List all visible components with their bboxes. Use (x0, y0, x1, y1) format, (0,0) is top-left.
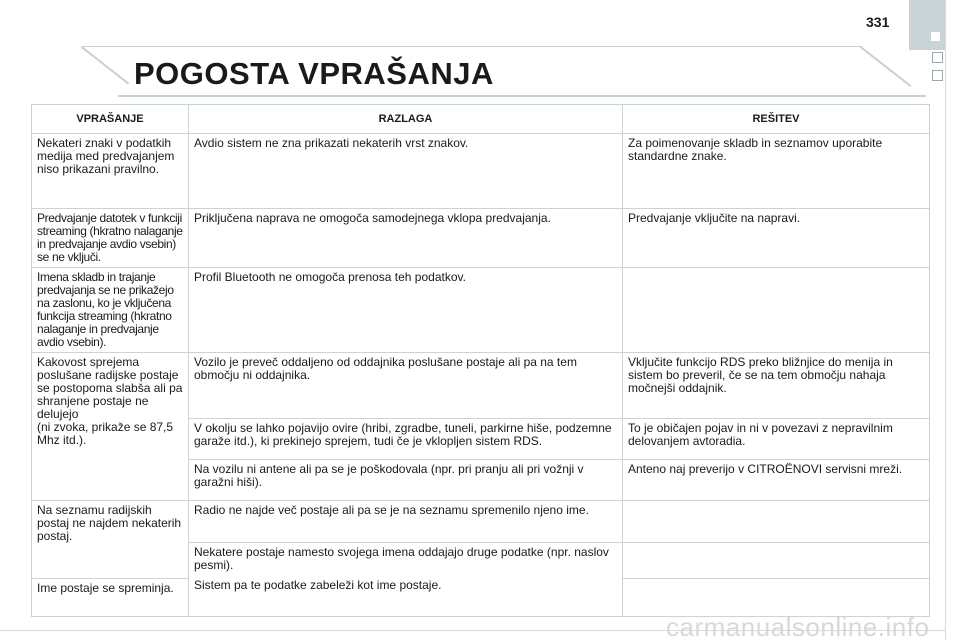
explanation-cell: Profil Bluetooth ne omogoča prenosa teh podatkov. (189, 268, 623, 353)
page-number: 331 (866, 14, 890, 30)
explanation-cell: V okolju se lahko pojavijo ovire (hribi, zgradbe, tuneli, parkirne hiše, podzemne garaže itd.), ki prekinejo sprejem, tudi če je vklopljen sistem RDS. (189, 419, 623, 460)
table-header-row (32, 105, 930, 134)
title-frame-slant-right (860, 46, 912, 87)
question-cell: Kakovost sprejema poslušane radijske postaje se postopoma slabša ali pa shranjene postaje ne delujejo (ni zvoka, prikaže se 87,5 Mhz itd.). (32, 353, 189, 501)
solution-cell (623, 268, 930, 353)
title-frame-top (82, 46, 862, 47)
solution-cell: Za poimenovanje skladb in seznamov uporabite standardne znake. (623, 134, 930, 209)
title-frame-bottom (118, 95, 926, 97)
question-cell: Nekateri znaki v podatkih medija med predvajanjem niso prikazani pravilno. (32, 134, 189, 209)
solution-cell: To je običajen pojav in ni v povezavi z nepravilnim delovanjem avtoradia. (623, 419, 930, 460)
table-row (32, 579, 930, 617)
table-row (32, 209, 930, 268)
table-row (32, 353, 930, 419)
chapter-tab-box-2 (932, 70, 943, 81)
explanation-cell: Radio ne najde več postaje ali pa se je na seznamu spremenilo njeno ime. (189, 501, 623, 543)
explanation-cell: Na vozilu ni antene ali pa se je poškodovala (npr. pri pranju ali pri vožnji v garažni hiši). (189, 460, 623, 501)
solution-cell: Anteno naj preverijo v CITROËNOVI servisni mreži. (623, 460, 930, 501)
page-edge-strip (945, 0, 960, 640)
chapter-tab-box-1 (932, 52, 943, 63)
explanation-cell: Avdio sistem ne zna prikazati nekaterih vrst znakov. (189, 134, 623, 209)
solution-cell: Predvajanje vključite na napravi. (623, 209, 930, 268)
table-row (32, 268, 930, 353)
chapter-tab (909, 0, 945, 50)
question-cell: Imena skladb in trajanje predvajanja se ne prikažejo na zaslonu, ko je vključena funkcija streaming (hkratno nalaganje in predvajanje avdio vsebin). (32, 268, 189, 353)
explanation-cell: Vozilo je preveč oddaljeno od oddajnika poslušane postaje ali pa na tem območju ni oddajnika. (189, 353, 623, 419)
solution-cell (623, 579, 930, 617)
question-cell: Predvajanje datotek v funkciji streaming (hkratno nalaganje in predvajanje avdio vsebin) se ne vključi. (32, 209, 189, 268)
header-solution: REŠITEV (623, 105, 930, 134)
explanation-cell: Nekatere postaje namesto svojega imena oddajajo druge podatke (npr. naslov pesmi). (189, 543, 623, 579)
table-row (32, 501, 930, 543)
header-question: VPRAŠANJE (32, 105, 189, 134)
explanation-cell: Priključena naprava ne omogoča samodejnega vklopa predvajanja. (189, 209, 623, 268)
title-frame-slant-left (81, 46, 130, 85)
table-row (32, 134, 930, 209)
solution-cell (623, 543, 930, 579)
question-cell: Ime postaje se spreminja. (32, 579, 189, 617)
header-explanation: RAZLAGA (189, 105, 623, 134)
watermark: carmanualsonline.info (666, 612, 930, 642)
faq-table (31, 104, 930, 617)
question-cell: Na seznamu radijskih postaj ne najdem nekaterih postaj. (32, 501, 189, 579)
chapter-tab-square (931, 32, 940, 41)
solution-cell (623, 501, 930, 543)
explanation-cell: Sistem pa te podatke zabeleži kot ime postaje. (189, 579, 623, 617)
page-title: POGOSTA VPRAŠANJA (134, 56, 494, 91)
solution-cell: Vključite funkcijo RDS preko bližnjice do menija in sistem bo preveril, če se na tem območju nahaja močnejši oddajnik. (623, 353, 930, 419)
